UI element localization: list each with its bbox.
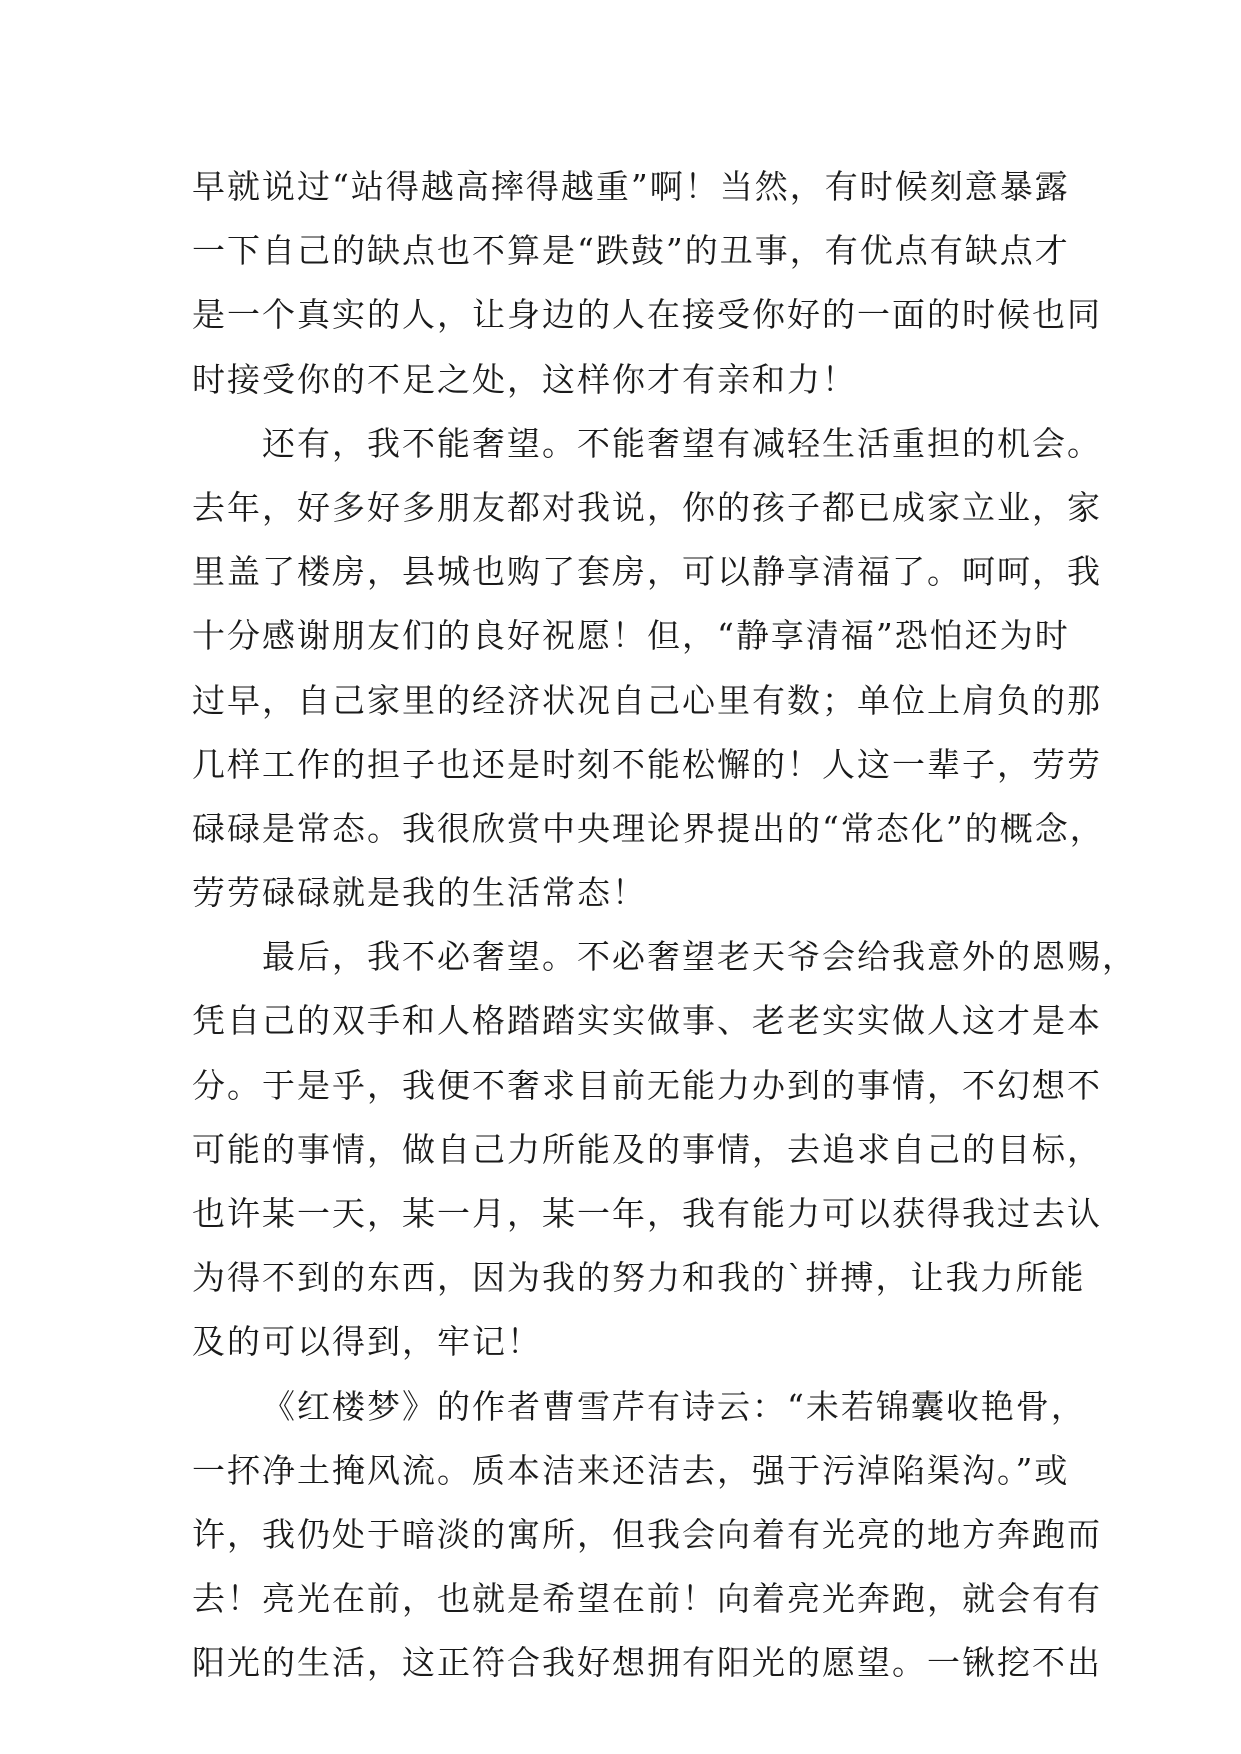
text-line: 为得不到的东西，因为我的努力和我的`拼搏，让我力所能 <box>192 1258 1086 1298</box>
text-line: 十分感谢朋友们的良好祝愿！但，“静享清福”恐怕还为时 <box>192 616 1070 656</box>
body-text <box>192 155 1137 1696</box>
paragraph-start-line: 《红楼梦》的作者曹雪芹有诗云：“未若锦囊收艳骨， <box>262 1386 1086 1426</box>
text-line: 及的可以得到，牢记！ <box>192 1322 542 1362</box>
text-line: 也许某一天，某一月，某一年，我有能力可以获得我过去认 <box>192 1194 1102 1233</box>
text-line: 劳劳碌碌就是我的生活常态！ <box>192 873 647 913</box>
text-line: 里盖了楼房，县城也购了套房，可以静享清福了。呵呵，我 <box>192 552 1102 592</box>
text-line: 早就说过“站得越高摔得越重”啊！当然，有时候刻意暴露 <box>192 167 1070 206</box>
text-line: 许，我仍处于暗淡的寓所，但我会向着有光亮的地方奔跑而 <box>192 1514 1102 1554</box>
text-line: 分。于是乎，我便不奢求目前无能力办到的事情，不幻想不 <box>192 1065 1102 1105</box>
text-line: 过早，自己家里的经济状况自己心里有数；单位上肩负的那 <box>192 680 1102 720</box>
text-line: 去年，好多好多朋友都对我说，你的孩子都已成家立业，家 <box>192 487 1102 527</box>
text-line: 去！亮光在前，也就是希望在前！向着亮光奔跑，就会有有 <box>192 1579 1102 1619</box>
text-line: 凭自己的双手和人格踏踏实实做事、老老实实做人这才是本 <box>192 1001 1102 1041</box>
text-line: 碌碌是常态。我很欣赏中央理论界提出的“常态化”的概念， <box>192 808 1105 848</box>
paragraph-start-line: 还有，我不能奢望。不能奢望有减轻生活重担的机会。 <box>262 423 1102 463</box>
text-line: 阳光的生活，这正符合我好想拥有阳光的愿望。一锹挖不出 <box>192 1643 1102 1683</box>
text-line: 时接受你的不足之处，这样你才有亲和力！ <box>192 359 857 399</box>
text-line: 几样工作的担子也还是时刻不能松懈的！人这一辈子，劳劳 <box>192 744 1102 784</box>
paragraph-start-line: 最后，我不必奢望。不必奢望老天爷会给我意外的恩赐， <box>262 937 1137 977</box>
text-line: 一抔净土掩风流。质本洁来还洁去，强于污淖陷渠沟。”或 <box>192 1450 1070 1490</box>
text-line: 可能的事情，做自己力所能及的事情，去追求自己的目标， <box>192 1129 1102 1169</box>
text-line: 是一个真实的人，让身边的人在接受你好的一面的时候也同 <box>192 295 1102 335</box>
text-line: 一下自己的缺点也不算是“跌鼓”的丑事，有优点有缺点才 <box>192 231 1070 271</box>
